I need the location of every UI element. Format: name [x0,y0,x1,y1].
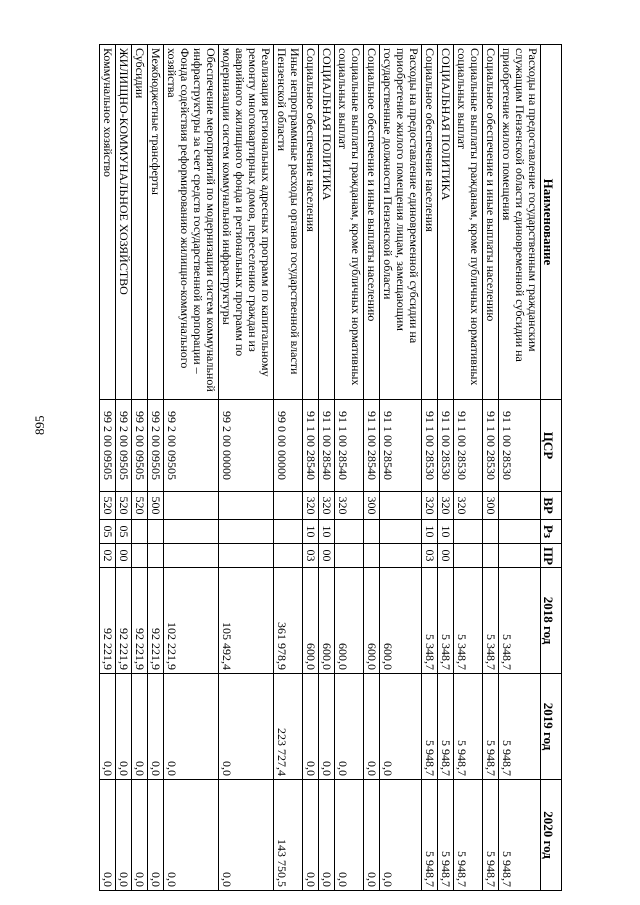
row-rz [164,520,219,544]
row-rz: 10 [422,520,438,544]
row-pr [132,544,148,568]
row-2018: 600,0 [335,568,364,674]
row-2018: 5 348,7 [499,568,541,674]
row-2020: 0,0 [164,780,219,891]
header-vr: ВР [541,492,562,520]
table-row [303,45,319,891]
table-row [483,45,499,891]
row-csr: 99 2 00 09505 [148,400,164,492]
row-2020: 143 750,5 [274,780,303,891]
row-2018: 92 221,9 [100,568,116,674]
row-2020: 0,0 [100,780,116,891]
row-csr: 91 1 00 28530 [454,400,483,492]
row-pr [483,544,499,568]
header-csr: ЦСР [541,400,562,492]
row-2019: 0,0 [164,674,219,780]
row-csr: 99 2 00 09505 [100,400,116,492]
row-name: СОЦИАЛЬНАЯ ПОЛИТИКА [319,45,335,400]
row-vr [380,492,422,520]
row-2018: 92 221,9 [132,568,148,674]
row-pr [274,544,303,568]
row-2020: 0,0 [148,780,164,891]
row-2018: 92 221,9 [148,568,164,674]
row-vr [499,492,541,520]
row-2018: 361 978,9 [274,568,303,674]
row-name: Расходы на предоставление единовременной субсидии на приобретение жилого помещения лицам, замещающим государственные должности Пензенской области [380,45,422,400]
row-name: Социальное обеспечение и иные выплаты населению [364,45,380,400]
row-2020: 0,0 [132,780,148,891]
row-vr: 320 [454,492,483,520]
table-row [422,45,438,891]
row-csr: 99 0 00 00000 [274,400,303,492]
row-2018: 600,0 [380,568,422,674]
row-vr: 500 [148,492,164,520]
table-row [148,45,164,891]
row-2018: 5 348,7 [438,568,454,674]
row-2020: 5 948,7 [422,780,438,891]
row-name: Обеспечение мероприятий по модернизации систем коммунальной инфраструктуры за счет средств государственной корпорации – Фонда содействия реформированию жилищно-коммунального хозяйства [164,45,219,400]
row-2019: 5 948,7 [499,674,541,780]
row-pr: 00 [319,544,335,568]
row-2020: 0,0 [319,780,335,891]
row-name: Социальные выплаты гражданам, кроме публичных нормативных социальных выплат [454,45,483,400]
row-rz: 10 [319,520,335,544]
row-2019: 0,0 [100,674,116,780]
row-2018: 102 221,9 [164,568,219,674]
row-2020: 0,0 [380,780,422,891]
row-2019: 0,0 [380,674,422,780]
row-2020: 0,0 [364,780,380,891]
row-name: Расходы на предоставление государственным гражданским служащим Пензенской области единовременной субсидии на приобретение жилого помещения [499,45,541,400]
budget-table [99,44,562,891]
header-rz: Рз [541,520,562,544]
row-2018: 5 348,7 [454,568,483,674]
row-2020: 0,0 [219,780,274,891]
row-vr: 300 [364,492,380,520]
page-number: 895 [32,415,47,435]
table-row [219,45,274,891]
row-vr: 520 [116,492,132,520]
table-row [454,45,483,891]
row-csr: 91 1 00 28540 [364,400,380,492]
row-2018: 5 348,7 [422,568,438,674]
row-rz [148,520,164,544]
row-2018: 5 348,7 [483,568,499,674]
row-pr: 03 [303,544,319,568]
row-2018: 600,0 [303,568,319,674]
row-rz [380,520,422,544]
row-name: ЖИЛИЩНО-КОММУНАЛЬНОЕ ХОЗЯЙСТВО [116,45,132,400]
row-csr: 91 1 00 28540 [380,400,422,492]
row-2019: 0,0 [364,674,380,780]
row-2019: 0,0 [148,674,164,780]
row-pr [364,544,380,568]
row-csr: 99 2 00 09505 [132,400,148,492]
row-2018: 600,0 [319,568,335,674]
row-vr [164,492,219,520]
row-2020: 0,0 [335,780,364,891]
header-name: Наименование [541,45,562,400]
row-rz: 05 [100,520,116,544]
row-2019: 0,0 [335,674,364,780]
row-pr: 03 [422,544,438,568]
header-2020: 2020 год [541,780,562,891]
row-2020: 5 948,7 [483,780,499,891]
row-name: Коммунальное хозяйство [100,45,116,400]
row-pr: 00 [438,544,454,568]
row-2018: 92 221,9 [116,568,132,674]
row-pr [164,544,219,568]
row-rz [274,520,303,544]
row-2019: 0,0 [319,674,335,780]
row-rz [483,520,499,544]
table-row [319,45,335,891]
row-name: Социальное обеспечение населения [422,45,438,400]
row-vr: 520 [132,492,148,520]
header-pr: ПР [541,544,562,568]
row-name: СОЦИАЛЬНАЯ ПОЛИТИКА [438,45,454,400]
row-csr: 91 1 00 28540 [335,400,364,492]
row-rz [219,520,274,544]
table-row [164,45,219,891]
row-pr [148,544,164,568]
row-csr: 91 1 00 28530 [422,400,438,492]
row-csr: 91 1 00 28540 [319,400,335,492]
row-name: Реализация региональных адресных программ по капитальному ремонту многоквартирных домов, переселению граждан из аварийного жилищного фонда и региональных программ по модернизации систем коммунальной инфраструктуры [219,45,274,400]
row-name: Межбюджетные трансферты [148,45,164,400]
row-name: Социальное обеспечение населения [303,45,319,400]
row-vr: 320 [319,492,335,520]
row-name: Субсидии [132,45,148,400]
row-csr: 91 1 00 28540 [303,400,319,492]
row-vr [219,492,274,520]
row-pr [380,544,422,568]
row-2019: 5 948,7 [454,674,483,780]
row-2020: 5 948,7 [454,780,483,891]
row-2019: 5 948,7 [438,674,454,780]
row-rz: 10 [438,520,454,544]
row-vr: 320 [438,492,454,520]
table-row [364,45,380,891]
row-rz [132,520,148,544]
table-row [100,45,116,891]
row-2020: 0,0 [303,780,319,891]
row-vr: 320 [303,492,319,520]
row-2019: 5 948,7 [483,674,499,780]
row-rz [454,520,483,544]
row-pr [219,544,274,568]
row-pr [335,544,364,568]
table-row [499,45,541,891]
row-2020: 5 948,7 [499,780,541,891]
row-rz [364,520,380,544]
row-rz [499,520,541,544]
row-csr: 99 2 00 09505 [116,400,132,492]
row-pr: 00 [116,544,132,568]
row-vr [274,492,303,520]
row-csr: 99 2 00 09505 [164,400,219,492]
row-vr: 520 [100,492,116,520]
row-2020: 5 948,7 [438,780,454,891]
row-2019: 0,0 [219,674,274,780]
row-name: Социальные выплаты гражданам, кроме публичных нормативных социальных выплат [335,45,364,400]
table-row [380,45,422,891]
row-2019: 0,0 [132,674,148,780]
row-vr: 320 [422,492,438,520]
table-row [274,45,303,891]
table-row [132,45,148,891]
table-header-row [541,45,562,891]
header-2018: 2018 год [541,568,562,674]
row-csr: 91 1 00 28530 [499,400,541,492]
row-name: Социальное обеспечение и иные выплаты населению [483,45,499,400]
row-name: Иные непрограммные расходы органов государственной власти Пензенской области [274,45,303,400]
row-csr: 91 1 00 28530 [438,400,454,492]
row-2019: 223 727,4 [274,674,303,780]
row-pr [499,544,541,568]
row-csr: 99 2 00 00000 [219,400,274,492]
row-2019: 0,0 [303,674,319,780]
row-pr: 02 [100,544,116,568]
row-2018: 105 492,4 [219,568,274,674]
row-rz: 10 [303,520,319,544]
row-2019: 0,0 [116,674,132,780]
rotated-budget-page [82,44,562,890]
table-row [116,45,132,891]
row-rz: 05 [116,520,132,544]
row-pr [454,544,483,568]
row-2020: 0,0 [116,780,132,891]
table-row [335,45,364,891]
row-vr: 320 [335,492,364,520]
table-row [438,45,454,891]
header-2019: 2019 год [541,674,562,780]
row-2018: 600,0 [364,568,380,674]
row-vr: 300 [483,492,499,520]
row-rz [335,520,364,544]
row-2019: 5 948,7 [422,674,438,780]
row-csr: 91 1 00 28530 [483,400,499,492]
